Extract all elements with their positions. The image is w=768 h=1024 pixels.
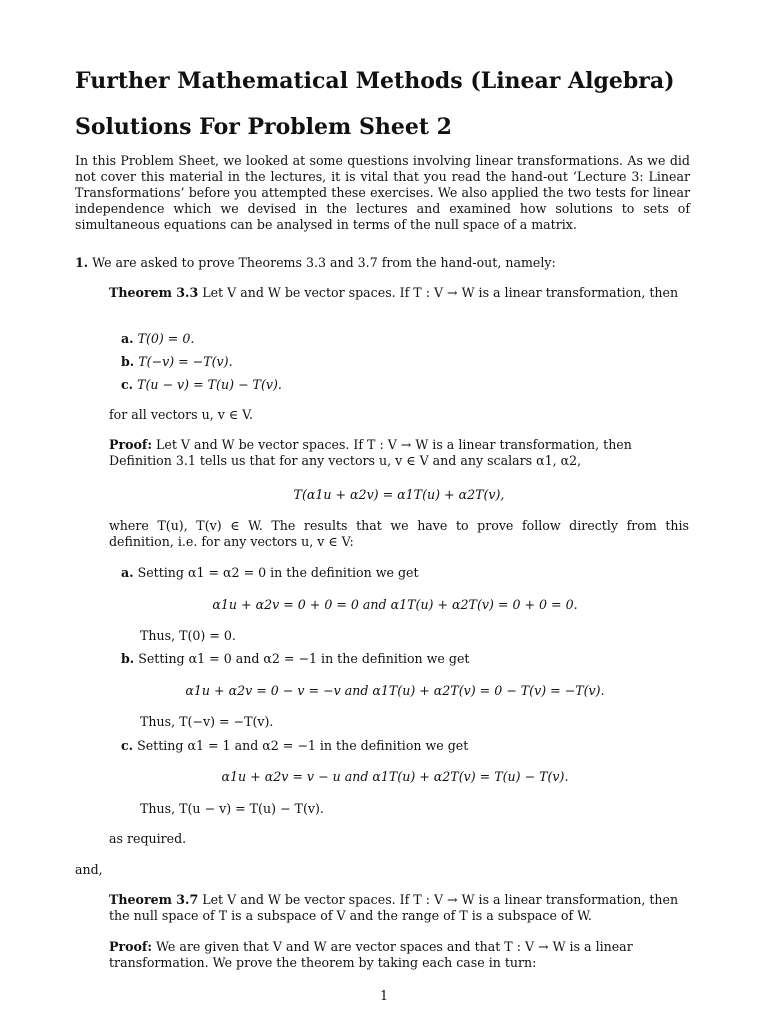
case-a xyxy=(121,565,419,581)
case-setting: Setting α1 = 0 and α2 = −1 in the definition we get xyxy=(138,651,470,666)
theorem-statement: Let V and W be vector spaces. If T : V → W is a linear transformation, then the null space of T is a subspace of V and the range of T is a subspace of W. xyxy=(109,892,679,923)
case-b-conclusion: Thus, T(−v) = −T(v). xyxy=(140,714,274,729)
case-b xyxy=(121,651,469,667)
theorem-3-7 xyxy=(109,892,689,924)
case-a-equation: α1u + α2v = 0 + 0 = 0 and α1T(u) + α2T(v) = 0 + 0 = 0. xyxy=(212,597,578,612)
proof-3-7 xyxy=(109,939,689,971)
case-label: b. xyxy=(121,651,135,666)
proof-3-3 xyxy=(109,437,689,469)
item-text: T(0) = 0. xyxy=(137,331,195,346)
and-connector: and, xyxy=(75,862,103,877)
list-item xyxy=(121,354,233,370)
case-c-conclusion: Thus, T(u − v) = T(u) − T(v). xyxy=(140,801,324,816)
where-paragraph: where T(u), T(v) ∈ W. The results that we have to prove follow directly from this definition, i.e. for any vectors u, v ∈ V: xyxy=(109,518,689,549)
case-setting: Setting α1 = α2 = 0 in the definition we get xyxy=(137,565,419,580)
item-label: c. xyxy=(121,377,134,392)
theorem-label: Theorem 3.7 xyxy=(109,892,199,907)
item-label: a. xyxy=(121,331,134,346)
document-subtitle: Solutions For Problem Sheet 2 xyxy=(75,114,452,140)
case-setting: Setting α1 = 1 and α2 = −1 in the definition we get xyxy=(137,738,469,753)
page-number: 1 xyxy=(379,988,388,1003)
document-title: Further Mathematical Methods (Linear Algebra) xyxy=(75,68,675,94)
proof-text: We are given that V and W are vector spaces and that T : V → W is a linear transformation. We prove the theorem by taking each case in turn: xyxy=(109,939,633,970)
list-item xyxy=(121,331,194,347)
list-item xyxy=(121,377,282,393)
case-c-equation: α1u + α2v = v − u and α1T(u) + α2T(v) = T(u) − T(v). xyxy=(221,769,569,784)
proof-label: Proof: xyxy=(109,939,152,954)
definition-equation: T(α1u + α2v) = α1T(u) + α2T(v), xyxy=(293,487,505,502)
case-label: a. xyxy=(121,565,134,580)
case-c xyxy=(121,738,468,754)
question-text: We are asked to prove Theorems 3.3 and 3.7 from the hand-out, namely: xyxy=(92,255,556,270)
theorem-label: Theorem 3.3 xyxy=(109,285,199,300)
proof-label: Proof: xyxy=(109,437,152,452)
case-b-equation: α1u + α2v = 0 − v = −v and α1T(u) + α2T(v) = 0 − T(v) = −T(v). xyxy=(185,683,605,698)
theorem-3-3 xyxy=(109,285,689,301)
for-all-vectors: for all vectors u, v ∈ V. xyxy=(109,407,254,422)
item-text: T(u − v) = T(u) − T(v). xyxy=(137,377,282,392)
item-text: T(−v) = −T(v). xyxy=(138,354,233,369)
intro-paragraph: In this Problem Sheet, we looked at some questions involving linear transformations. As we did not cover this material in the lectures, it is vital that you read the hand-out ‘Lecture 3: Linear Transformations’ before you attempted these exercises. We also applied the two tests for linear independence which we devised in the lectures and examined how solutions to sets of simultaneous equations can be analysed in terms of the null space of a matrix. xyxy=(75,153,690,232)
theorem-statement: Let V and W be vector spaces. If T : V → W is a linear transformation, then xyxy=(202,285,679,300)
proof-text: Let V and W be vector spaces. If T : V → W is a linear transformation, then Definition 3.1 tells us that for any vectors u, v ∈ V and any scalars α1, α2, xyxy=(109,437,632,468)
as-required: as required. xyxy=(109,831,187,846)
case-a-conclusion: Thus, T(0) = 0. xyxy=(140,628,236,643)
question-1 xyxy=(75,255,556,271)
question-number: 1. xyxy=(75,255,89,270)
case-label: c. xyxy=(121,738,134,753)
item-label: b. xyxy=(121,354,135,369)
